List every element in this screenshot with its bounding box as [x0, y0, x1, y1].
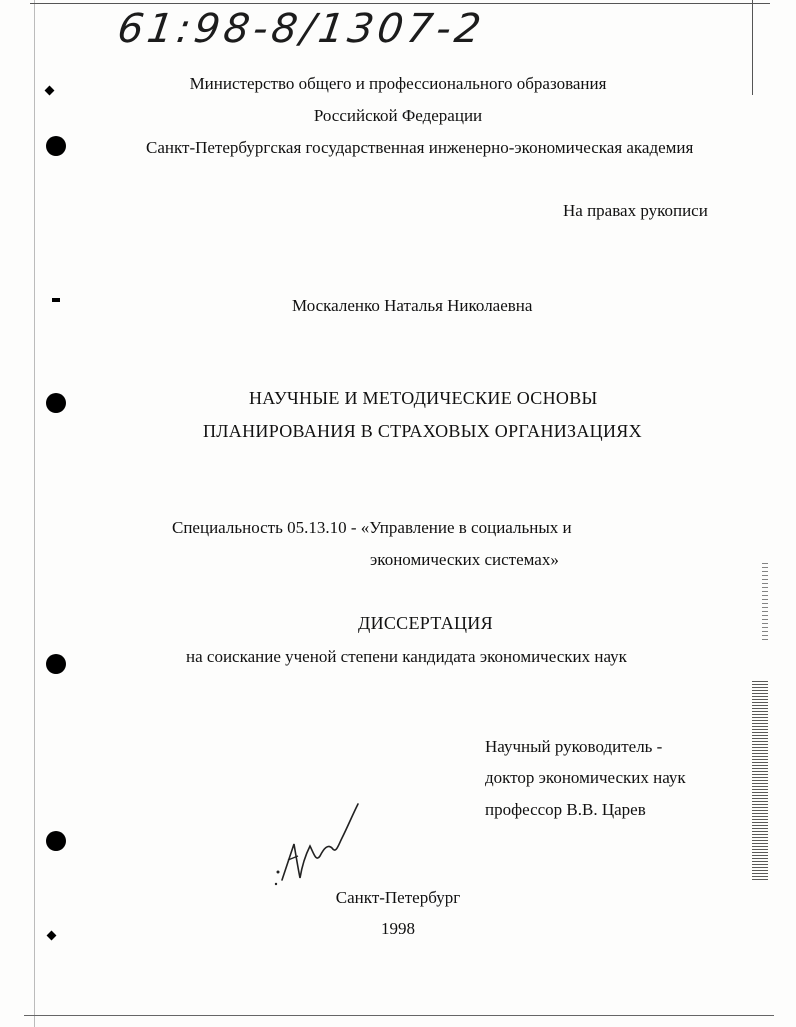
scan-top-border	[30, 3, 770, 4]
scan-left-edge	[34, 0, 35, 1027]
academy-name: Санкт-Петербургская государственная инженерно-экономическая академия	[146, 138, 694, 157]
ministry-line-1: Министерство общего и профессионального образования	[189, 74, 607, 93]
archive-code: 61:98-8/1307-2	[114, 6, 488, 52]
title-line-2: ПЛАНИРОВАНИЯ В СТРАХОВЫХ ОРГАНИЗАЦИЯХ	[203, 421, 642, 441]
supervisor-line-2: доктор экономических наук	[485, 768, 686, 787]
scan-bottom-border	[24, 1015, 774, 1016]
dissertation-label: ДИССЕРТАЦИЯ	[358, 613, 493, 633]
supervisor-line-1: Научный руководитель -	[485, 737, 663, 756]
year: 1998	[381, 919, 415, 938]
city: Санкт-Петербург	[335, 888, 461, 907]
punch-hole-icon	[46, 136, 66, 156]
ministry-line-2: Российской Федерации	[313, 106, 483, 125]
specialty-line-2: экономических системах»	[370, 550, 559, 569]
degree-text: на соискание ученой степени кандидата экономических наук	[186, 647, 627, 666]
signature-icon	[268, 798, 368, 898]
punch-hole-icon	[46, 393, 66, 413]
scan-noise	[762, 560, 768, 640]
author-name: Москаленко Наталья Николаевна	[292, 296, 533, 315]
specialty-line-1: Специальность 05.13.10 - «Управление в социальных и	[172, 518, 572, 537]
title-line-1: НАУЧНЫЕ И МЕТОДИЧЕСКИЕ ОСНОВЫ	[249, 388, 598, 408]
scan-noise	[752, 680, 768, 880]
punch-hole-icon	[46, 654, 66, 674]
punch-hole-icon	[46, 831, 66, 851]
manuscript-rights: На правах рукописи	[563, 201, 708, 220]
ink-speck	[52, 298, 60, 302]
supervisor-line-3: профессор В.В. Царев	[485, 800, 646, 819]
